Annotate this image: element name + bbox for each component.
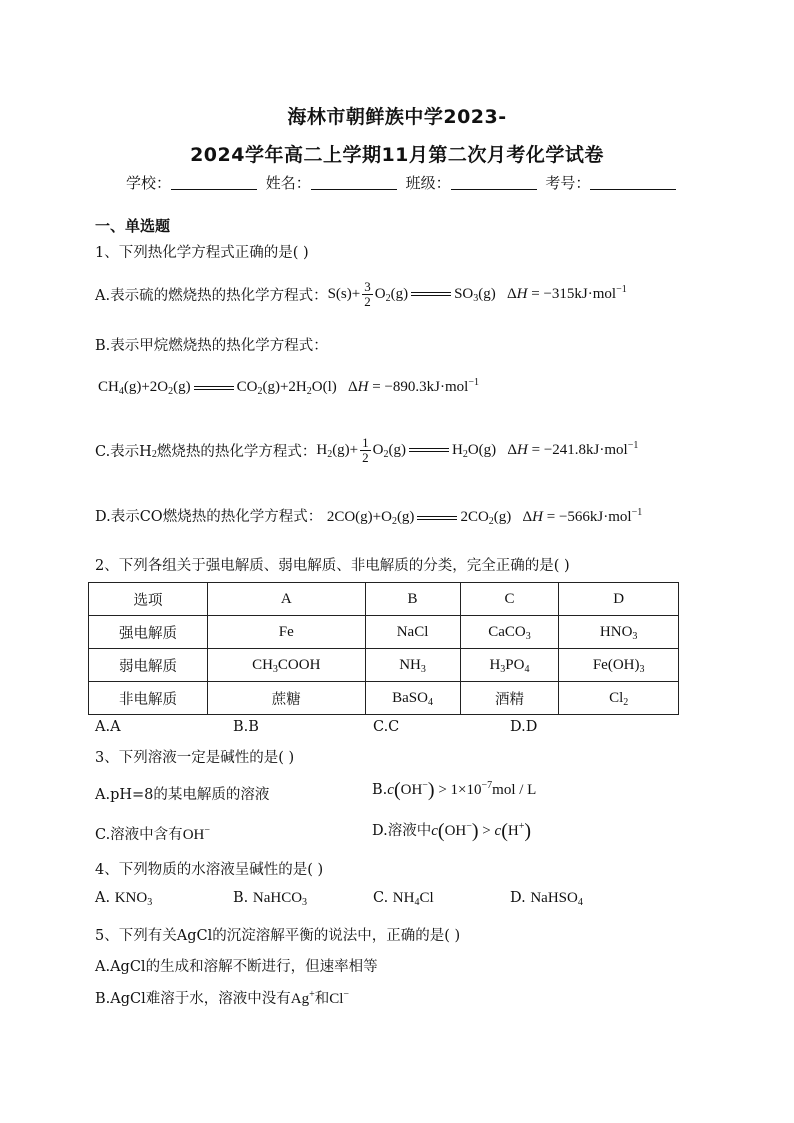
q2-option-b: B.B	[233, 719, 259, 735]
table-header-row	[89, 583, 679, 616]
q1-d-label: D.表示CO燃烧热的热化学方程式：	[95, 509, 323, 525]
class-label: 班级：	[405, 174, 451, 192]
q1-d-equation: $2CO(g)+O_2(g)$ $2CO_2(g) \Delta H = -566kJ\cdot mol^{-1}$	[326, 507, 643, 527]
cell-weak-c: $H_3PO_4$	[460, 649, 559, 682]
q1-option-c: C.表示H $_2$ 燃烧热的热化学方程式： $H_2(g)+$ $\frac{1}{2}$ $O_2(g)$ $H_2O(g) \Delta H = -241.8kJ\cdot mol^{-1}$	[95, 434, 639, 465]
q4-option-a: A. $KNO_3$	[95, 890, 153, 908]
q4-a-label: A.	[95, 890, 111, 906]
q4-c-label: C.	[373, 890, 389, 906]
q5-option-a: A.AgCl的生成和溶解不断进行，但速率相等	[95, 959, 378, 975]
cell-strong-b: NaCl	[365, 616, 460, 649]
section-heading: 一、单选题	[95, 217, 171, 235]
q2-option-d: D.D	[510, 719, 538, 735]
q3-c-label: C.溶液中含有	[95, 827, 183, 843]
cell-non-c: 酒精	[460, 682, 559, 715]
q1-stem: 1、下列热化学方程式正确的是( )	[95, 245, 309, 261]
row-label: 非电解质	[89, 682, 208, 715]
header-cell: A	[208, 583, 366, 616]
cell-non-a: 蔗糖	[208, 682, 366, 715]
cell-non-b: BaSO$_4$	[365, 682, 460, 715]
q5-option-b: B.AgCl难溶于水，溶液中没有Ag+和Cl−	[95, 989, 350, 1007]
q4-stem: 4、下列物质的水溶液呈碱性的是( )	[95, 862, 324, 878]
q3-option-a: A.pH=8的某电解质的溶液	[95, 787, 270, 803]
cell-strong-d: $HNO_3$	[559, 616, 679, 649]
q1-option-a	[95, 274, 627, 314]
cell-weak-d: $Fe(OH)_3$	[559, 649, 679, 682]
q1-c-equation: $H_2(g)+$ $\frac{1}{2}$ $O_2(g)$ $H_2O(g) \Delta H = -241.8kJ\cdot mol^{-1}$	[316, 434, 639, 465]
name-label: 姓名：	[265, 174, 311, 192]
table-row	[89, 649, 679, 682]
q1-option-d	[95, 505, 642, 526]
row-label: 弱电解质	[89, 649, 208, 682]
q4-b-label: B.	[233, 890, 249, 906]
row-label: 强电解质	[89, 616, 208, 649]
q4-option-b: B. NaHCO$_3$	[233, 890, 308, 908]
table-row	[89, 616, 679, 649]
q3-d-label: D.溶液中	[372, 823, 432, 839]
cell-non-d: $Cl_2$	[559, 682, 679, 715]
school-label: 学校：	[126, 174, 172, 192]
exam-no-blank[interactable]	[590, 175, 676, 190]
q2-option-a: A.A	[95, 719, 121, 735]
header-cell: D	[559, 583, 679, 616]
exam-no-label: 考号：	[545, 174, 591, 192]
cell-strong-a: Fe	[208, 616, 366, 649]
class-blank[interactable]	[451, 175, 537, 190]
page-title-line1: 海林市朝鲜族中学2023-	[287, 106, 507, 128]
cell-weak-a: $CH_3COOH$	[208, 649, 366, 682]
header-cell: C	[460, 583, 559, 616]
q2-option-c: C.C	[373, 719, 400, 735]
name-blank[interactable]	[311, 175, 397, 190]
q5-b-label: B.AgCl难溶于水，溶液中没有	[95, 991, 291, 1007]
q4-option-c: C. $NH_4Cl$	[373, 890, 434, 908]
student-info-row	[126, 172, 680, 193]
q3-option-c: C.溶液中含有OH−	[95, 825, 210, 843]
q4-d-label: D.	[510, 890, 526, 906]
q1-a-equation: S(s)+ $\frac{3}{2}$ $O_2(g)$ $SO_3(g) \Delta H = -315kJ\cdot mol^{-1}$	[327, 278, 627, 309]
q2-stem: 2、下列各组关于强电解质、弱电解质、非电解质的分类，完全正确的是( )	[95, 558, 570, 574]
q3-option-b: $B.c(OH^-) > 1\times 10^{-7}mol / L$	[372, 779, 537, 801]
header-cell: B	[365, 583, 460, 616]
q3-b-label: B.	[372, 782, 388, 798]
q3-option-d: D.溶液中c(OH−) > c(H+)	[372, 820, 532, 842]
school-blank[interactable]	[171, 175, 257, 190]
cell-strong-c: CaCO$_3$	[460, 616, 559, 649]
q5-stem: 5、下列有关AgCl的沉淀溶解平衡的说法中，正确的是( )	[95, 928, 461, 944]
table-row	[89, 682, 679, 715]
q3-stem: 3、下列溶液一定是碱性的是( )	[95, 750, 295, 766]
q5-b-and: 和	[314, 991, 330, 1007]
classification-table	[88, 582, 679, 715]
q1-b-label: B.表示甲烷燃烧热的热化学方程式：	[95, 338, 328, 354]
q1-c-label-pre: C.表示H	[95, 443, 152, 460]
cell-weak-b: $NH_3$	[365, 649, 460, 682]
header-cell: 选项	[89, 583, 208, 616]
page-title-line2: 2024学年高二上学期11月第二次月考化学试卷	[190, 144, 604, 166]
q1-c-label-post: 燃烧热的热化学方程式：	[156, 443, 317, 460]
q4-option-d: D. NaHSO$_4$	[510, 890, 583, 908]
q1-b-equation: $CH_4(g)+2O_2(g)$ $CO_2(g)+2H_2O(l) \Delta H = -890.3kJ\cdot mol^{-1}$	[98, 377, 479, 397]
q1-a-label: A.表示硫的燃烧热的热化学方程式：	[95, 287, 328, 304]
